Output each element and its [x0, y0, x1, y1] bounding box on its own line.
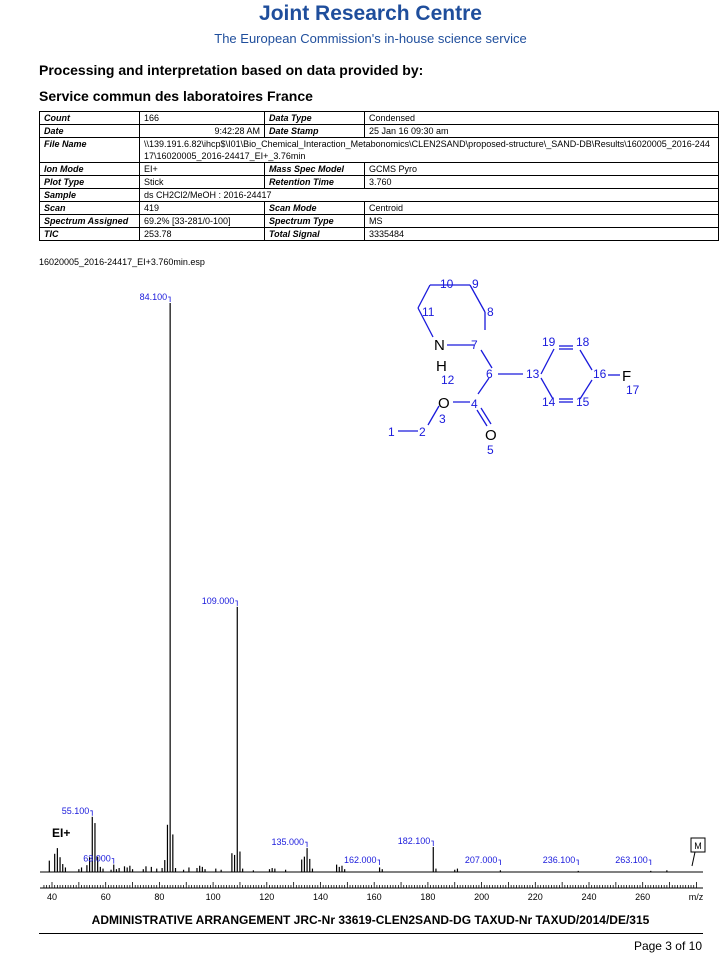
oxygen-symbol: O	[438, 395, 450, 412]
msmodel-key: Mass Spec Model	[265, 163, 365, 176]
x-axis	[40, 872, 704, 902]
table-row	[40, 189, 719, 202]
plottype-value: Stick	[140, 176, 265, 189]
scan-key: Scan	[40, 202, 140, 215]
peak-label-bracket	[498, 860, 500, 865]
peak-label-bracket	[112, 859, 114, 864]
x-tick-label: 100	[205, 892, 221, 902]
atom-number-label: 6	[486, 367, 493, 381]
marker-line	[692, 852, 695, 866]
peak-label: 109.000	[201, 595, 235, 606]
count-value: 166	[140, 112, 265, 125]
org-title: Joint Research Centre	[259, 2, 482, 25]
filename-key: File Name	[40, 138, 140, 163]
x-tick-label: 40	[46, 892, 58, 902]
atom-number-label: 5	[487, 443, 494, 457]
x-tick-label: 200	[474, 892, 490, 902]
scan-value: 419	[140, 202, 265, 215]
arrangement-footer: ADMINISTRATIVE ARRANGEMENT JRC-Nr 33619-CLEN2SAND-DG TAXUD-Nr TAXUD/2014/DE/315	[91, 913, 650, 927]
scanmode-key: Scan Mode	[265, 202, 365, 215]
peak-label-bracket	[90, 811, 92, 816]
spectype-key: Spectrum Type	[265, 215, 365, 228]
spectype-value: MS	[365, 215, 719, 228]
element-symbols	[434, 337, 631, 444]
datestamp-key: Date Stamp	[265, 125, 365, 138]
peak-label-bracket	[576, 860, 578, 865]
totalsignal-key: Total Signal	[265, 228, 365, 241]
nitrogen-symbol: N	[434, 337, 445, 354]
mass-spectrum-chart	[0, 270, 721, 910]
atom-number-label: 18	[576, 335, 590, 349]
atom-number-label: 17	[626, 383, 640, 397]
tic-key: TIC	[40, 228, 140, 241]
table-row	[40, 163, 719, 176]
atom-number-label: 4	[471, 397, 478, 411]
rettime-value: 3.760	[365, 176, 719, 189]
datatype-value: Condensed	[365, 112, 719, 125]
peak-group	[49, 303, 667, 872]
x-tick-label: 120	[259, 892, 275, 902]
datatype-key: Data Type	[265, 112, 365, 125]
footer-divider	[39, 933, 703, 934]
peak-label-bracket	[431, 841, 433, 846]
rettime-key: Retention Time	[265, 176, 365, 189]
peak-label-bracket	[378, 860, 380, 865]
x-tick-label: 180	[420, 892, 436, 902]
msmodel-value: GCMS Pyro	[365, 163, 719, 176]
annotation-group	[62, 292, 651, 865]
table-row	[40, 112, 719, 125]
peak-label: 55.100	[61, 805, 90, 816]
atom-number-label: 19	[542, 335, 556, 349]
fluorine-symbol: F	[622, 368, 632, 385]
peak-label: 162.000	[344, 855, 377, 865]
count-key: Count	[40, 112, 140, 125]
atom-number-label: 3	[439, 412, 446, 426]
bond-4-5-b	[481, 408, 491, 424]
sample-key: Sample	[40, 189, 140, 202]
peak-label: 263.100	[615, 855, 648, 865]
org-subtitle: The European Commission's in-house science service	[214, 31, 527, 46]
ion-mode-label: EI+	[52, 826, 71, 840]
filename-value: \\139.191.6.82\ihcp$\I01\Bio_Chemical_Interaction_Metabonomics\CLEN2SAND\proposed-structure\_SAND-DB\Results\16020005_2016-24417\16020005_2016-24417_EI+_3.76min	[140, 138, 719, 163]
peak-label: 84.100	[139, 292, 168, 302]
atom-number-label: 1	[388, 425, 395, 439]
table-row	[40, 138, 719, 163]
date-value: 9:42:28 AM	[140, 125, 265, 138]
x-tick-label: 140	[312, 892, 329, 902]
totalsignal-value: 3335484	[365, 228, 719, 241]
processing-line: Processing and interpretation based on data provided by:	[39, 62, 424, 78]
peak-label: 135.000	[271, 837, 305, 848]
carbonyl-oxygen-symbol: O	[485, 427, 497, 444]
hydrogen-symbol: H	[436, 358, 447, 375]
peak-label-bracket	[305, 842, 307, 847]
ionmode-value: EI+	[140, 163, 265, 176]
bond-7-6	[481, 350, 492, 368]
atom-number-label: 13	[526, 367, 540, 381]
atom-number-label: 7	[471, 338, 478, 352]
peak-label-bracket	[168, 297, 170, 302]
bond-18-16	[580, 350, 592, 370]
peak-label: 236.100	[542, 855, 576, 865]
atom-number-label: 2	[419, 425, 426, 439]
spectrum-filename: 16020005_2016-24417_EI+3.760min.esp	[39, 257, 205, 267]
x-tick-label: 60	[100, 892, 111, 902]
x-tick-label: 240	[581, 892, 597, 902]
table-row	[40, 125, 719, 138]
atom-number-label: 16	[593, 367, 607, 381]
bond-4-5-a	[477, 410, 487, 426]
table-row	[40, 215, 719, 228]
peak-label: 207.000	[464, 855, 498, 865]
atom-labels	[388, 277, 640, 457]
sample-value: ds CH2Cl2/MeOH : 2016-24417	[140, 189, 719, 202]
atom-number-label: 9	[472, 277, 479, 291]
x-axis-unit: m/z	[688, 892, 704, 902]
table-row	[40, 176, 719, 189]
specassigned-value: 69.2% [33-281/0-100]	[140, 215, 265, 228]
atom-number-label: 8	[487, 305, 494, 319]
date-key: Date	[40, 125, 140, 138]
molecular-ion-marker	[691, 838, 705, 866]
specassigned-key: Spectrum Assigned	[40, 215, 140, 228]
peak-label: 63.000	[83, 853, 111, 864]
atom-number-label: 14	[542, 395, 556, 409]
peak-label: 182.100	[397, 835, 431, 846]
atom-number-label: 11	[422, 305, 435, 319]
lab-line: Service commun des laboratoires France	[39, 88, 313, 104]
atom-number-label: 15	[576, 395, 590, 409]
atom-number-label: 12	[441, 373, 455, 387]
atom-number-label: 10	[440, 277, 454, 291]
tic-value: 253.78	[140, 228, 265, 241]
table-row	[40, 228, 719, 241]
x-tick-label: 220	[527, 892, 543, 902]
marker-label: M	[694, 841, 702, 851]
table-row	[40, 202, 719, 215]
x-tick-label: 260	[635, 892, 651, 902]
plottype-key: Plot Type	[40, 176, 140, 189]
peak-label-bracket	[235, 601, 237, 606]
x-tick-label: 160	[366, 892, 382, 902]
x-tick-label: 80	[154, 892, 165, 902]
datestamp-value: 25 Jan 16 09:30 am	[365, 125, 719, 138]
scanmode-value: Centroid	[365, 202, 719, 215]
metadata-table	[39, 111, 719, 241]
peak-label-bracket	[649, 860, 651, 865]
bond-13-19	[541, 349, 554, 374]
page-number: Page 3 of 10	[633, 939, 702, 953]
ionmode-key: Ion Mode	[40, 163, 140, 176]
